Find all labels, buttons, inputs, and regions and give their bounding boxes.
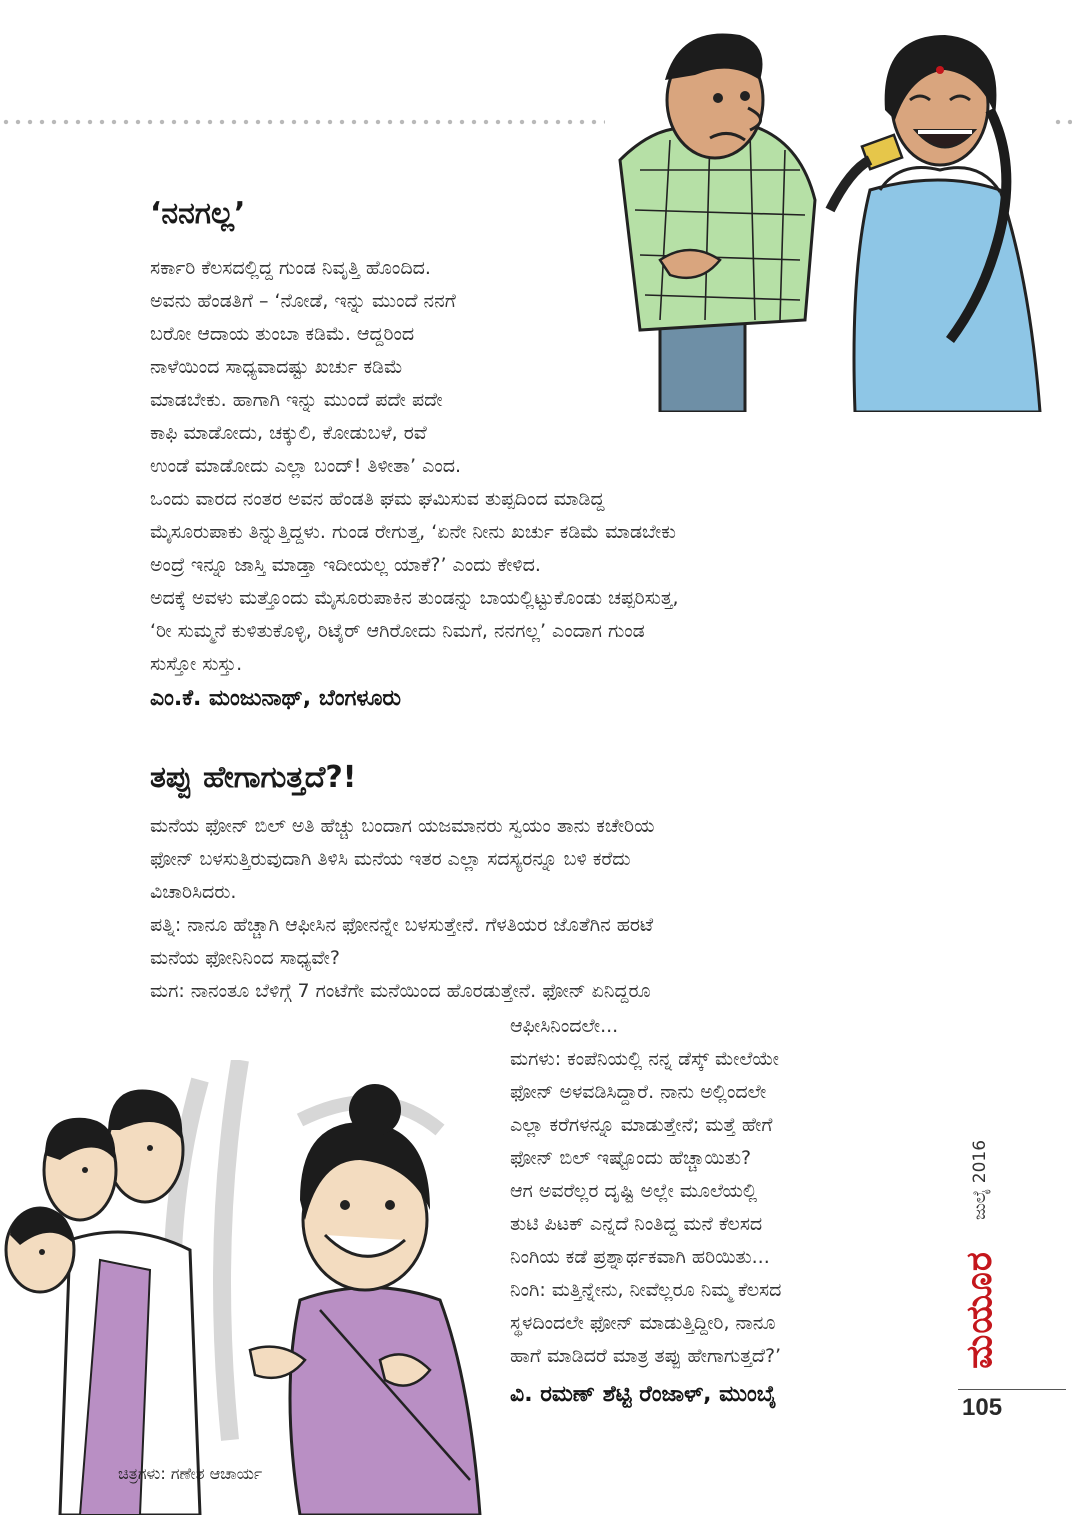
story1-line: ಸರ್ಕಾರಿ ಕೆಲಸದಲ್ಲಿದ್ದ ಗುಂಡ ನಿವೃತ್ತಿ ಹೊಂದಿದ.	[150, 257, 431, 279]
story1-line: ‘ರೀ ಸುಮ್ಮನೆ ಕುಳಿತುಕೊಳ್ಳಿ, ರಿಟೈರ್ ಆಗಿರೋದು ನಿಮಗೆ, ನನಗಲ್ಲ’ ಎಂದಾಗ ಗುಂಡ	[150, 620, 645, 642]
story2-line: ನಿಂಗಿಯ ಕಡೆ ಪ್ರಶ್ನಾರ್ಥಕವಾಗಿ ಹರಿಯಿತು...	[510, 1246, 770, 1268]
magazine-name-text: ಮಯೂರ	[959, 1251, 1000, 1369]
story2-line: ಪತ್ನಿ: ನಾನೂ ಹೆಚ್ಚಾಗಿ ಆಫೀಸಿನ ಫೋನನ್ನೇ ಬಳಸುತ್ತೇನೆ. ಗೆಳತಿಯರ ಜೊತೆಗಿನ ಹರಟೆ	[150, 914, 654, 936]
story2-line: ಆಗ ಅವರೆಲ್ಲರ ದೃಷ್ಟಿ ಅಲ್ಲೇ ಮೂಲೆಯಲ್ಲಿ	[510, 1180, 758, 1202]
page-number: 105	[962, 1394, 1003, 1421]
family-illustration	[0, 1060, 490, 1515]
story1-line: ಕಾಫಿ ಮಾಡೋದು, ಚಕ್ಕುಲಿ, ಕೋಡುಬಳೆ, ರವೆ	[150, 422, 427, 444]
story2-line: ಮನೆಯ ಫೋನಿನಿಂದ ಸಾಧ್ಯವೇ?	[150, 947, 340, 969]
story2-line: ಹಾಗೆ ಮಾಡಿದರೆ ಮಾತ್ರ ತಪ್ಪು ಹೇಗಾಗುತ್ತದೆ?’	[510, 1345, 782, 1367]
story2-line: ಫೋನ್ ಅಳವಡಿಸಿದ್ದಾರೆ. ನಾನು ಅಲ್ಲಿಂದಲೇ	[510, 1081, 767, 1103]
story1-line: ಅದಕ್ಕೆ ಅವಳು ಮತ್ತೊಂದು ಮೈಸೂರುಪಾಕಿನ ತುಂಡನ್ನು ಬಾಯಲ್ಲಿಟ್ಟುಕೊಂಡು ಚಪ್ಪರಿಸುತ್ತ,	[150, 587, 679, 609]
magazine-name	[950, 1250, 1010, 1370]
story2-line: ಫೋನ್ ಬಳಸುತ್ತಿರುವುದಾಗಿ ತಿಳಿಸಿ ಮನೆಯ ಇತರ ಎಲ್ಲಾ ಸದಸ್ಯರನ್ನೂ ಬಳಿ ಕರೆದು	[150, 848, 631, 870]
story2-body-narrow	[510, 1010, 781, 1373]
story1-line: ಬರೋ ಆದಾಯ ತುಂಬಾ ಕಡಿಮೆ. ಆದ್ದರಿಂದ	[150, 323, 415, 345]
story1-line: ಮಾಡಬೇಕು. ಹಾಗಾಗಿ ಇನ್ನು ಮುಂದೆ ಪದೇ ಪದೇ	[150, 389, 443, 411]
story2-author: ವಿ. ರಮಣ್ ಶೆಟ್ಟಿ ರೆಂಜಾಳ್, ಮುಂಬೈ	[510, 1382, 777, 1407]
illustration-credit: ಚಿತ್ರಗಳು: ಗಣೇಶ ಆಚಾರ್ಯ	[118, 1464, 263, 1483]
story1-line: ಒಂದು ವಾರದ ನಂತರ ಅವನ ಹೆಂಡತಿ ಘಮ ಘಮಿಸುವ ತುಪ್ಪದಿಂದ ಮಾಡಿದ್ದ	[150, 488, 605, 510]
dotted-rule	[0, 118, 605, 126]
issue-date	[950, 1130, 1010, 1230]
story2-line: ಆಫೀಸಿನಿಂದಲೇ...	[510, 1015, 619, 1037]
story1-body	[150, 252, 679, 681]
story2-line: ವಿಚಾರಿಸಿದರು.	[150, 881, 237, 903]
story2-title: ತಪ್ಪು ಹೇಗಾಗುತ್ತದೆ?!	[150, 760, 357, 795]
story2-line: ಫೋನ್ ಬಿಲ್ ಇಷ್ಟೊಂದು ಹೆಚ್ಚಾಯಿತು?	[510, 1147, 752, 1169]
story2-line: ನಿಂಗಿ: ಮತ್ತಿನ್ನೇನು, ನೀವೆಲ್ಲರೂ ನಿಮ್ಮ ಕೆಲಸದ	[510, 1279, 782, 1301]
story1-line: ಮೈಸೂರುಪಾಕು ತಿನ್ನುತ್ತಿದ್ದಳು. ಗುಂಡ ರೇಗುತ್ತ, ‘ಏನೇ ನೀನು ಖರ್ಚು ಕಡಿಮೆ ಮಾಡಬೇಕು	[150, 521, 676, 543]
story1-line: ನಾಳೆಯಿಂದ ಸಾಧ್ಯವಾದಷ್ಟು ಖರ್ಚು ಕಡಿಮೆ	[150, 356, 403, 378]
story1-title: ‘ನನಗಲ್ಲ’	[150, 196, 246, 231]
issue-date-text: ಜುಲೈ 2016	[970, 1139, 990, 1221]
story1-line: ಅವನು ಹೆಂಡತಿಗೆ – ‘ನೋಡೆ, ಇನ್ನು ಮುಂದೆ ನನಗೆ	[150, 290, 456, 312]
story1-line: ಸುಸ್ತೋ ಸುಸ್ತು.	[150, 653, 243, 675]
story2-line: ಮಗಳು: ಕಂಪೆನಿಯಲ್ಲಿ ನನ್ನ ಡೆಸ್ಕ್ ಮೇಲೆಯೇ	[510, 1048, 780, 1070]
story1-line: ಉಂಡೆ ಮಾಡೋದು ಎಲ್ಲಾ ಬಂದ್! ತಿಳೀತಾ’ ಎಂದ.	[150, 455, 462, 477]
story1-author: ಎಂ.ಕೆ. ಮಂಜುನಾಥ್, ಬೆಂಗಳೂರು	[150, 686, 401, 711]
story2-line: ತುಟಿ ಪಿಟಕ್ ಎನ್ನದೆ ನಿಂತಿದ್ದ ಮನೆ ಕೆಲಸದ	[510, 1213, 763, 1235]
story2-line: ಎಲ್ಲಾ ಕರೆಗಳನ್ನೂ ಮಾಡುತ್ತೇನೆ; ಮತ್ತೆ ಹೇಗೆ	[510, 1114, 773, 1136]
story2-body-full	[150, 810, 654, 1008]
story2-line: ಮಗ: ನಾನಂತೂ ಬೆಳಿಗ್ಗೆ 7 ಗಂಟೆಗೇ ಮನೆಯಿಂದ ಹೊರಡುತ್ತೇನೆ. ಫೋನ್ ಏನಿದ್ದರೂ	[150, 980, 651, 1002]
story1-line: ಅಂದ್ರೆ ಇನ್ನೂ ಜಾಸ್ತಿ ಮಾಡ್ತಾ ಇದೀಯಲ್ಲ ಯಾಕೆ?’ ಎಂದು ಕೇಳಿದ.	[150, 554, 541, 576]
story2-line: ಸ್ಥಳದಿಂದಲೇ ಫೋನ್ ಮಾಡುತ್ತಿದ್ದೀರಿ, ನಾನೂ	[510, 1312, 776, 1334]
story2-line: ಮನೆಯ ಫೋನ್ ಬಿಲ್ ಅತಿ ಹೆಚ್ಚು ಬಂದಾಗ ಯಜಮಾನರು ಸ್ವಯಂ ತಾನು ಕಚೇರಿಯ	[150, 815, 655, 837]
page-number-rule	[958, 1389, 1066, 1390]
